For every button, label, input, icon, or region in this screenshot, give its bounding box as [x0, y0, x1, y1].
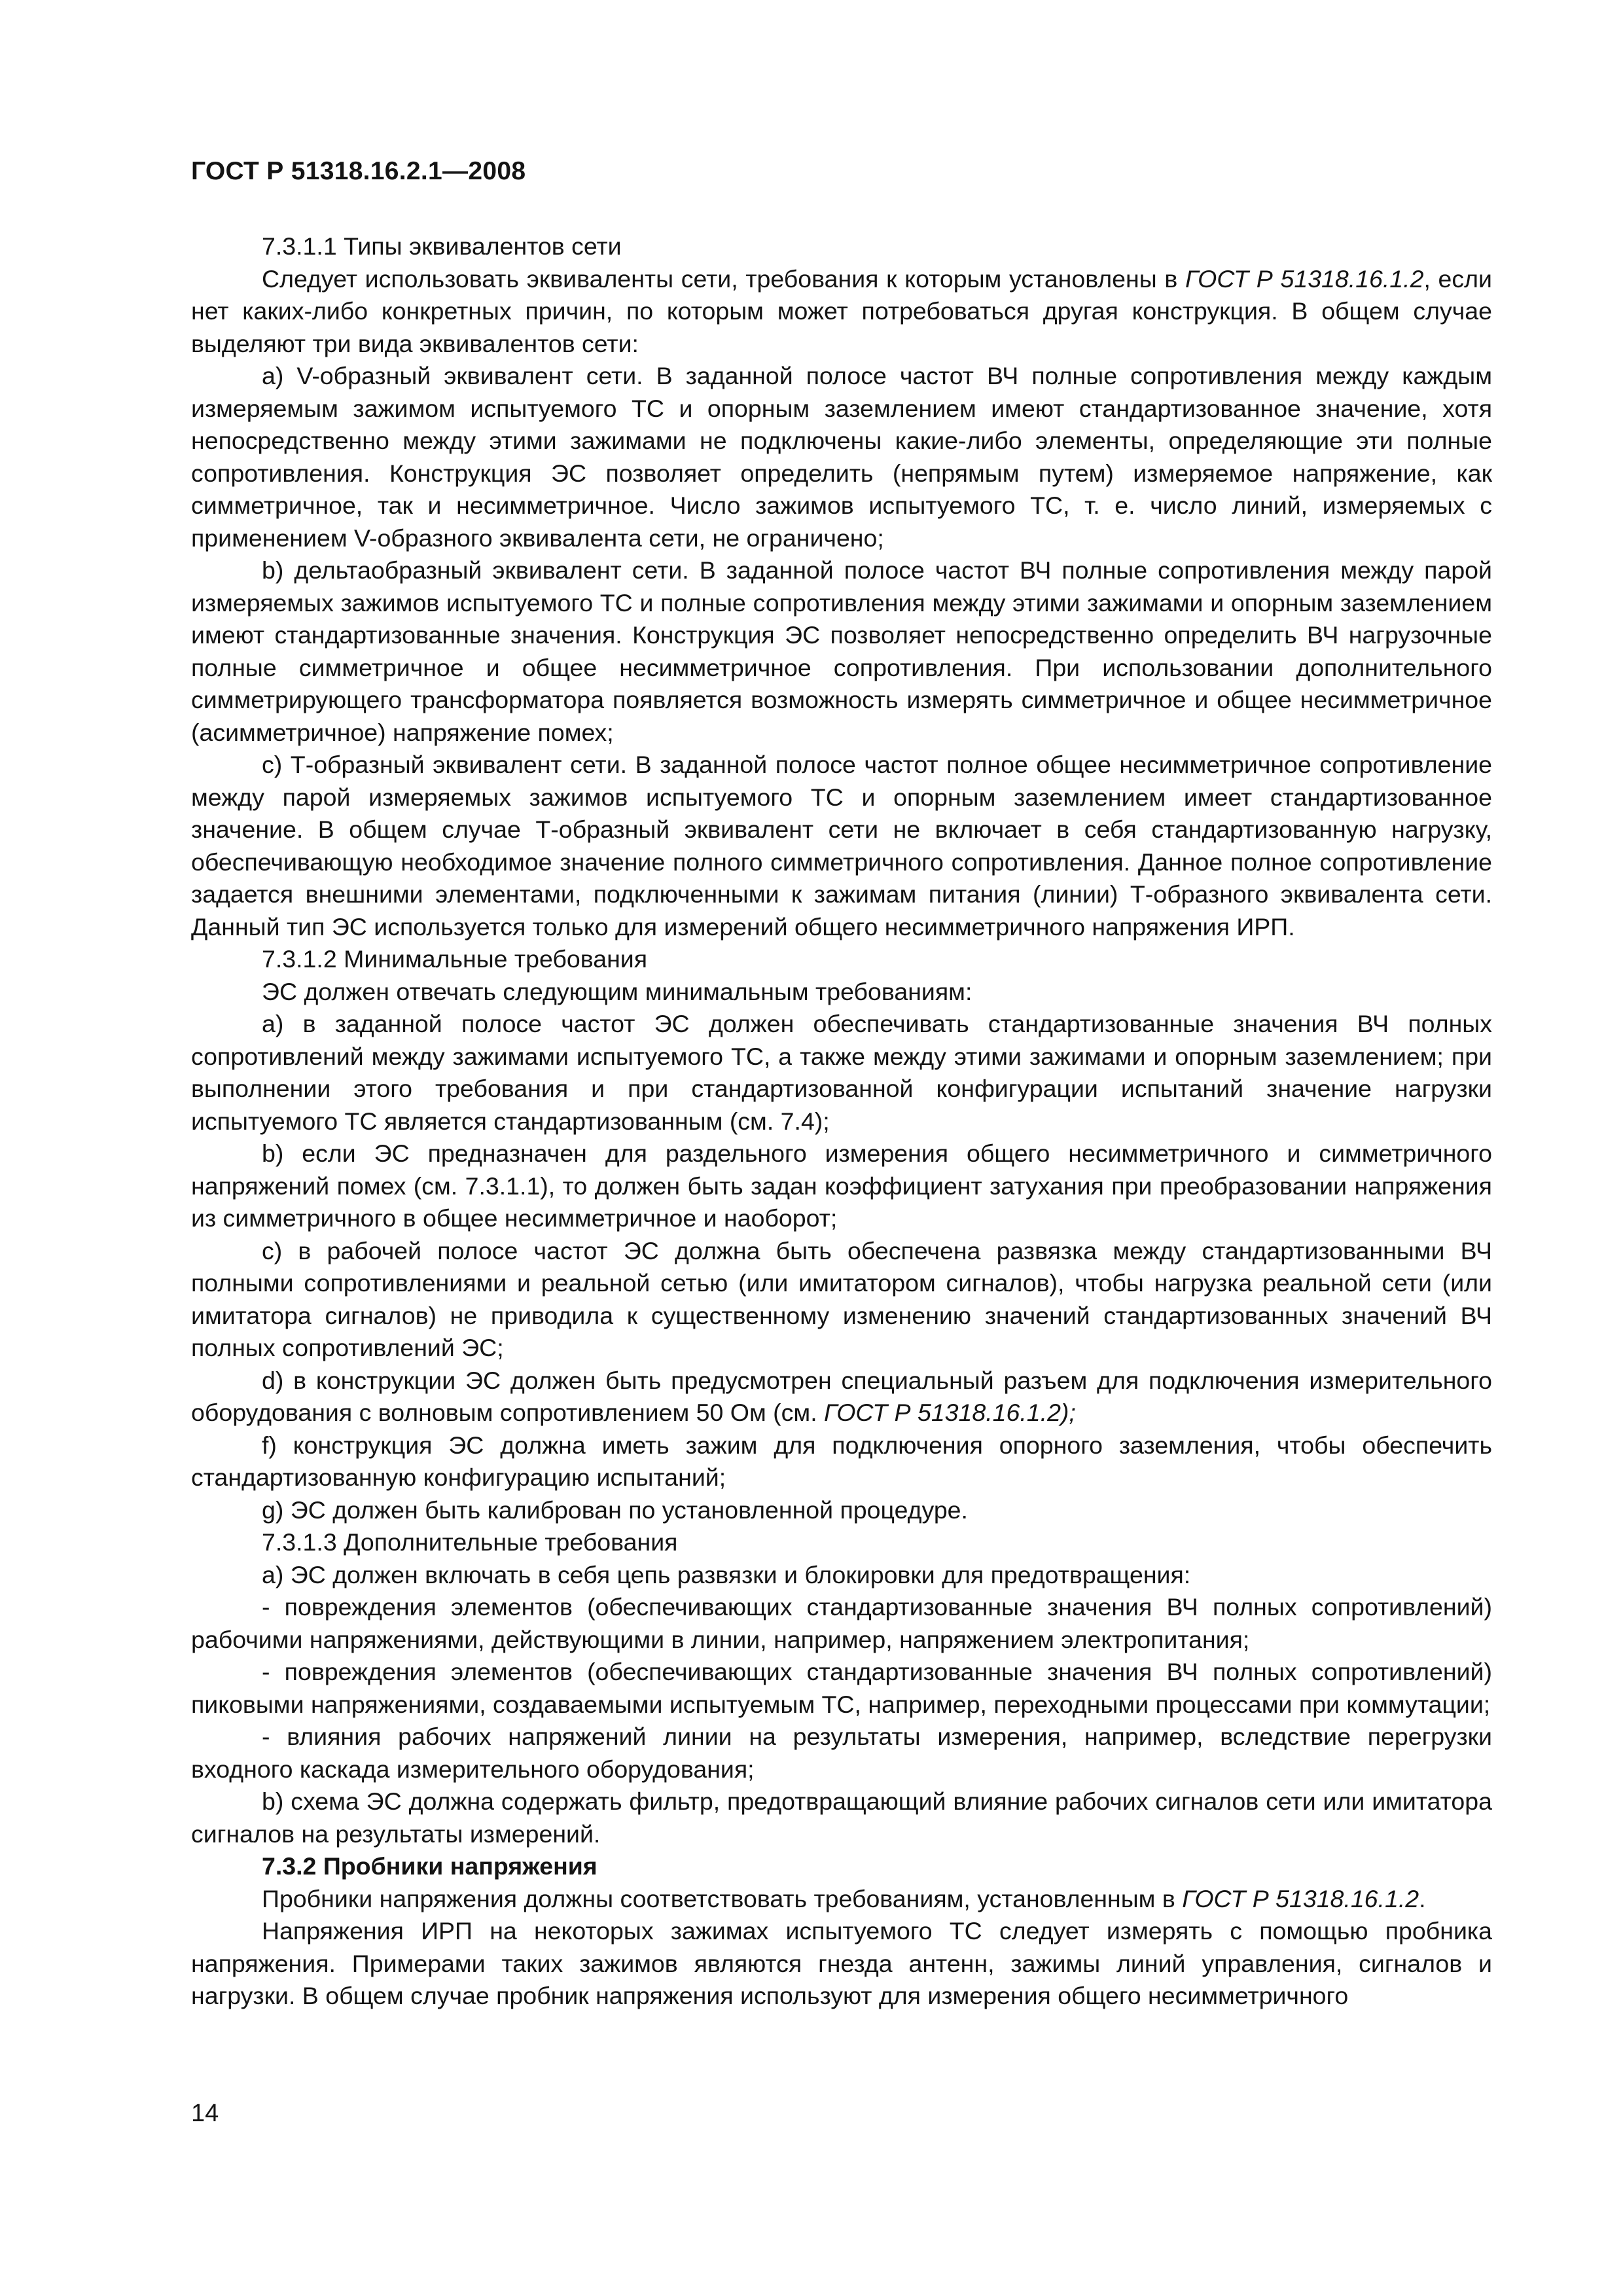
list-item-c-t-network: c) Т-образный эквивалент сети. В заданной полосе частот полное общее несимметричное сопротивление между парой измеряемых зажимов испытуемого ТС и опорным заземлением имеет стандартизованное значение. В общем случае Т-образный эквивалент сети не включает в себя стандартизованную нагрузку, обеспечивающую необходимое значение полного симметричного сопротивления. Данное полное сопротивление задается внешними элементами, подключенными к зажимам питания (линии) Т-образного эквивалента сети. Данный тип ЭС используется только для измерений общего несимметричного напряжения ИРП. [191, 751, 1492, 941]
standard-reference: ГОСТ Р 51318.16.1.2); [824, 1399, 1076, 1426]
document-body [191, 230, 1492, 2013]
document-header: ГОСТ Р 51318.16.2.1—2008 [191, 157, 526, 185]
list-item-b-filter: b) схема ЭС должна содержать фильтр, предотвращающий влияние рабочих сигналов сети или имитатора сигналов на результаты измерений. [191, 1787, 1492, 1848]
list-item-b-attenuation: b) если ЭС предназначен для раздельного измерения общего несимметричного и симметричного напряжений помех (см. 7.3.1.1), то должен быть задан коэффициент затухания при преобразовании напряжения из симметричного в общее несимметричное и наоборот; [191, 1139, 1492, 1232]
list-item-g-calibration: g) ЭС должен быть калиброван по установленной процедуре. [262, 1496, 968, 1524]
list-item-d-connector: d) в конструкции ЭС должен быть предусмотрен специальный разъем для подключения измерительного оборудования с волновым сопротивлением 50 Ом (см. ГОСТ Р 51318.16.1.2); [191, 1366, 1492, 1426]
standard-reference: ГОСТ Р 51318.16.1.2 [1182, 1884, 1419, 1912]
clause-7-3-2-heading: 7.3.2 Пробники напряжения [262, 1852, 597, 1880]
list-item-b-delta-network: b) дельтаобразный эквивалент сети. В заданной полосе частот ВЧ полные сопротивления между парой измеряемых зажимов испытуемого ТС и полные сопротивления между этими зажимами и опорным заземлением имеют стандартизованные значения. Конструкция ЭС позволяет непосредственно определить ВЧ нагрузочные полные симметричное и общее несимметричное сопротивления. При использовании дополнительного симметрирующего трансформатора появляется возможность измерять симметричное и общее несимметричное (асимметричное) напряжение помех; [191, 556, 1492, 746]
clause-7-3-1-3-title: 7.3.1.3 Дополнительные требования [262, 1528, 678, 1556]
list-item-a-decoupling: a) ЭС должен включать в себя цепь развязки и блокировки для предотвращения: [262, 1560, 1191, 1588]
clause-7-3-1-2-title: 7.3.1.2 Минимальные требования [262, 945, 648, 973]
list-item-a-impedance: a) в заданной полосе частот ЭС должен обеспечивать стандартизованные значения ВЧ полных сопротивлений между зажимами испытуемого ТС, а также между этими зажимами и опорным заземлением; при выполнении этого требования и при стандартизованной конфигурации испытаний значение нагрузки испытуемого ТС является стандартизованным (см. 7.4); [191, 1010, 1492, 1135]
clause-7-3-1-1-title: 7.3.1.1 Типы эквивалентов сети [262, 232, 622, 260]
dash-item-operating-voltage: - повреждения элементов (обеспечивающих стандартизованные значения ВЧ полных сопротивлений) рабочими напряжениями, действующими в линии, например, напряжением электропитания; [191, 1593, 1492, 1653]
list-item-a-v-network: a) V-образный эквивалент сети. В заданной полосе частот ВЧ полные сопротивления между каждым измеряемым зажимом испытуемого ТС и опорным заземлением имеют стандартизованное значение, хотя непосредственно между этими зажимами не подключены какие-либо элементы, определяющие эти полные сопротивления. Конструкция ЭС позволяет определить (непрямым путем) измеряемое напряжение, как симметричное, так и несимметричное. Число зажимов испытуемого ТС, т. е. число линий, измеряемых с применением V-образного эквивалента сети, не ограничено; [191, 362, 1492, 552]
paragraph-network-types: Следует использовать эквиваленты сети, требования к которым установлены в ГОСТ Р 51318.16.1.2, если нет каких-либо конкретных причин, по которым может потребоваться другая конструкция. В общем случае выделяют три вида эквивалентов сети: [191, 264, 1492, 357]
list-item-f-ground-terminal: f) конструкция ЭС должна иметь зажим для подключения опорного заземления, чтобы обеспечить стандартизованную конфигурацию испытаний; [191, 1431, 1492, 1491]
list-item-c-isolation: c) в рабочей полосе частот ЭС должна быть обеспечена развязка между стандартизованными ВЧ полными сопротивлениями и реальной сетью (или имитатором сигналов), чтобы нагрузка реальной сети (или имитатора сигналов) не приводила к существенному изменению значений стандартизованных значений ВЧ полных сопротивлений ЭС; [191, 1236, 1492, 1361]
dash-item-overload: - влияния рабочих напряжений линии на результаты измерения, например, вследствие перегрузки входного каскада измерительного оборудования; [191, 1723, 1492, 1783]
dash-item-peak-voltage: - повреждения элементов (обеспечивающих стандартизованные значения ВЧ полных сопротивлений) пиковыми напряжениями, создаваемыми испытуемым ТС, например, переходными процессами при коммутации; [191, 1658, 1492, 1718]
paragraph-probes-requirements: Пробники напряжения должны соответствовать требованиям, установленным в ГОСТ Р 51318.16.1.2. [262, 1884, 1426, 1912]
paragraph-probes-usage: Напряжения ИРП на некоторых зажимах испытуемого ТС следует измерять с помощью пробника напряжения. Примерами таких зажимов являются гнезда антенн, зажимы линий управления, сигналов и нагрузки. В общем случае пробник напряжения используют для измерения общего несимметричного [191, 1917, 1492, 2009]
paragraph-min-requirements: ЭС должен отвечать следующим минимальным требованиям: [262, 977, 972, 1005]
standard-reference: ГОСТ Р 51318.16.1.2 [1185, 264, 1424, 293]
page-number: 14 [191, 2100, 219, 2127]
